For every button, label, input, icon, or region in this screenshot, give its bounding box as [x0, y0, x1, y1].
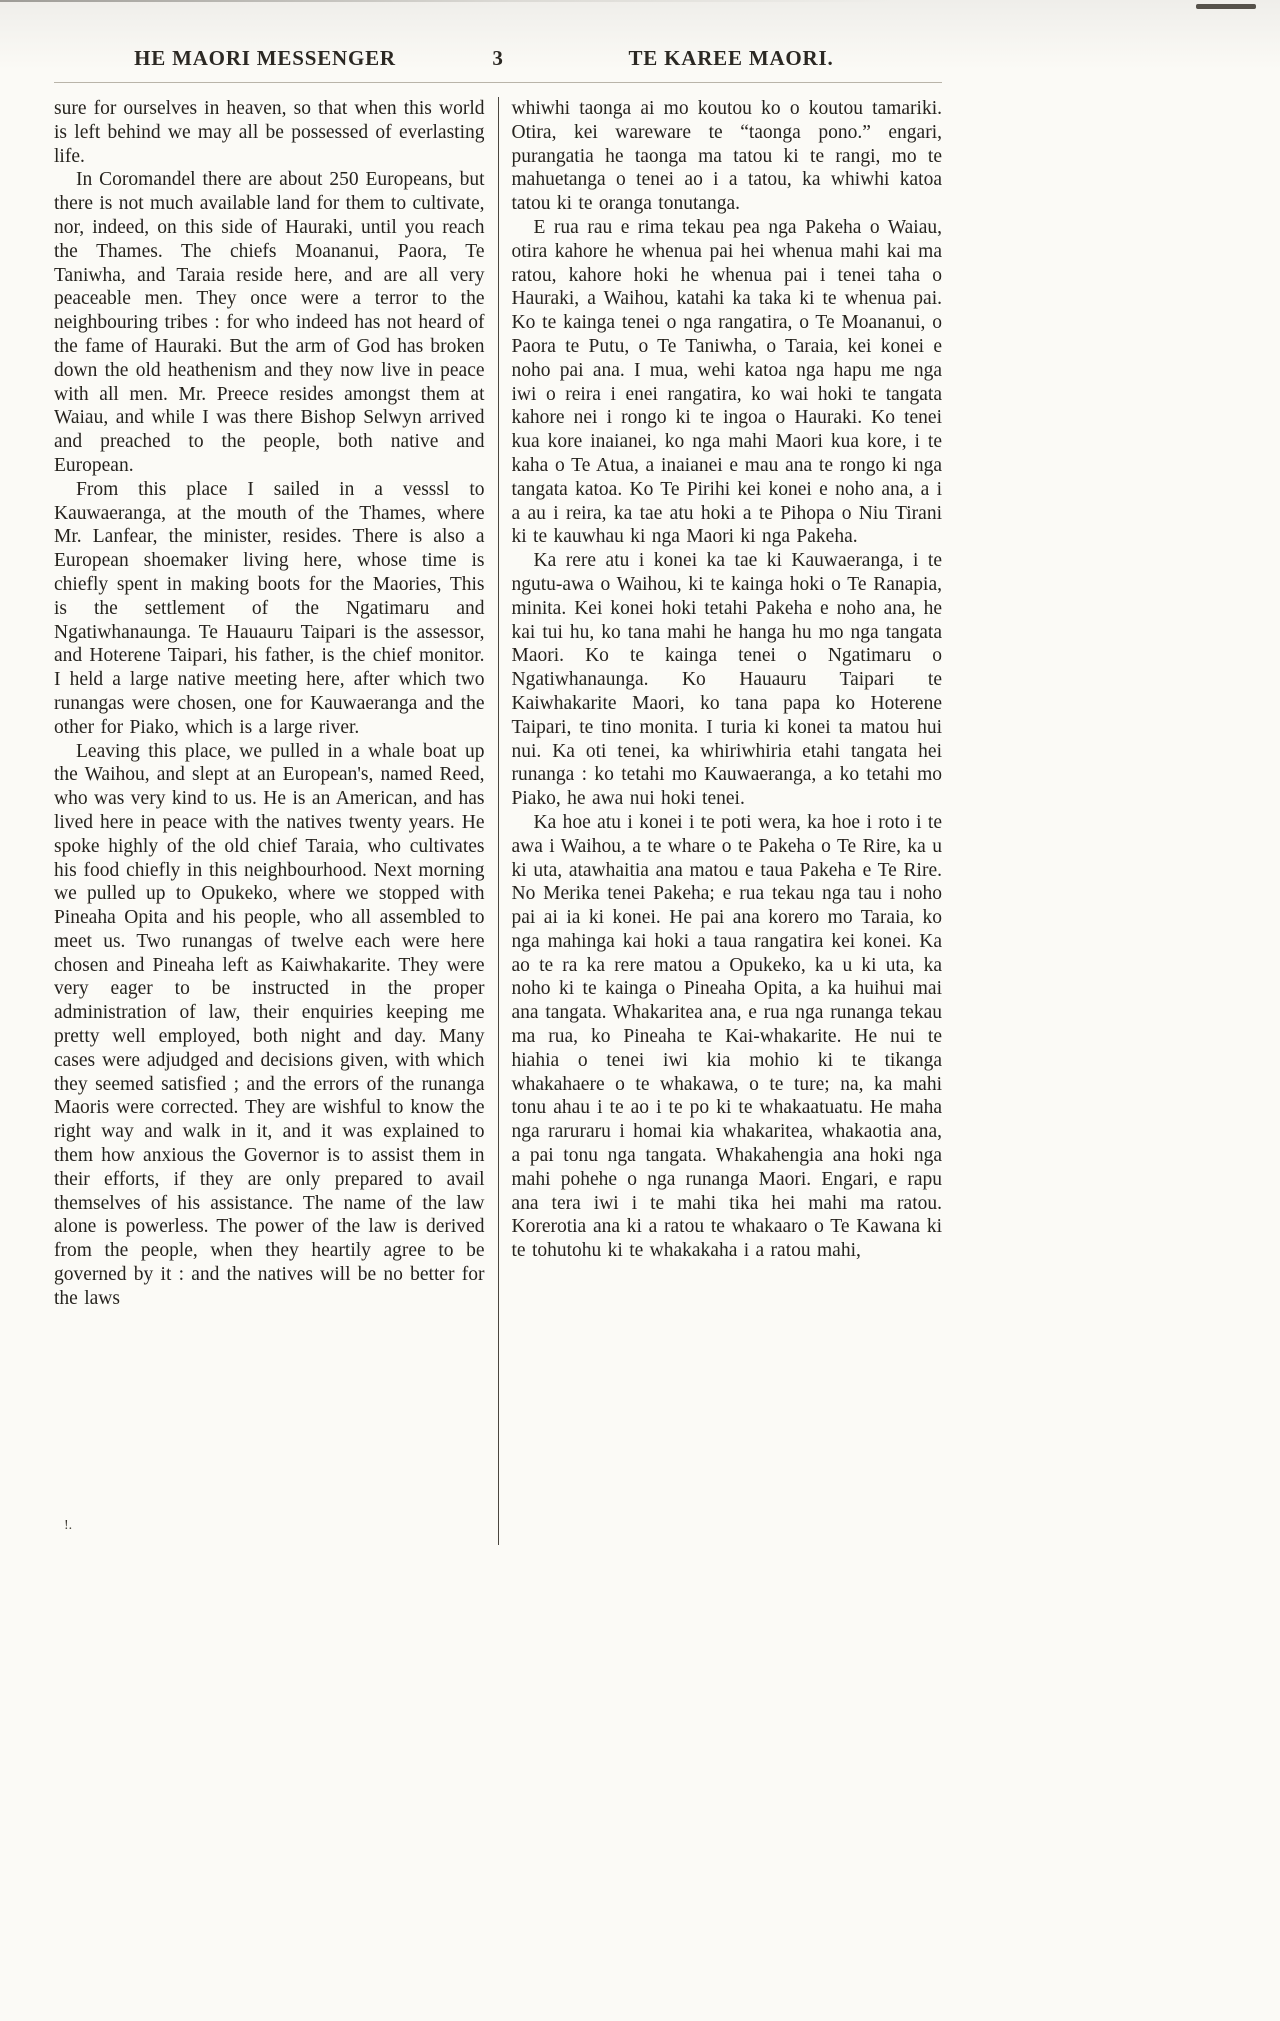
header-rule — [54, 82, 942, 83]
page-content — [54, 46, 942, 1545]
paragraph: Leaving this place, we pulled in a whale boat up the Waihou, and slept at an European's, named Reed, who was very kind to us. He is an American, and has lived here in peace with the natives twenty years. He spoke highly of the old chief Taraia, who cultivates his food chiefly in this neighbourhood. Next morning we pulled up to Opukeko, where we stopped with Pineaha Opita and his people, who all assembled to meet us. Two runangas of twelve each were here chosen and Pineaha left as Kaiwhakarite. They were very eager to be instructed in the proper administration of law, their enquiries keeping me pretty well employed, both night and day. Many cases were adjudged and decisions given, with which they seemed satisfied ; and the errors of the runanga Maoris were corrected. They are wishful to know the right way and walk in it, and it was explained to them how anxious the Governor is to assist them in their efforts, if they are only prepared to avail themselves of his assistance. The name of the law alone is powerless. The power of the law is derived from the people, when they heartily agree to be governed by it : and the natives will be no better for the laws — [54, 740, 485, 1309]
paragraph: E rua rau e rima tekau pea nga Pakeha o Waiau, otira kahore he whenua pai hei whenua mahi kai ma ratou, kahore hoki he whenua pai i tenei taha o Hauraki, a Waihou, katahi ka taka ki te whenua pai. Ko te kainga tenei o nga rangatira, o Te Moananui, o Paora te Putu, o Te Taniwha, o Taraia, kei konei e noho pai ana. I mua, wehi katoa nga hapu me nga iwi o reira i enei rangatira, ko wai hoki te tangata kahore nei i rongo ki te ingoa o Hauraki. Ko tenei kua kore inaianei, ko nga mahi Maori kua kore, i te kaha o Te Atua, a inaianei e mau ana te rongo ki nga tangata katoa. Ko Te Pirihi kei konei e noho ana, a i a au i reira, ka tae atu hoki a te Pihopa o Niu Tirani ki te kauwhau ki nga Maori ki nga Pakeha. — [511, 216, 942, 548]
paragraph: Ka hoe atu i konei i te poti wera, ka hoe i roto i te awa i Waihou, a te whare o te Pakeha o Te Rire, ka u ki uta, atawhaitia ana matou e taua Pakeha e Te Rire. No Merika tenei Pakeha; e rua tekau nga tau i noho pai ai ia ki konei. He pai ana korero mo Taraia, ko nga mahinga kai hoki a taua rangatira kei konei. Ka ao te ra ka rere matou a Opukeko, ka u ki uta, ka noho ki te kainga o Pineaha Opita, a ka huihui mai ana tangata. Whakaritea ana, e rua nga runanga tekau ma rua, ko Pineaha te Kai-whakarite. He nui te hiahia o tenei iwi kia mohio ki te tikanga whakahaere o te whakawa, o te ture; na, ka mahi tonu ahau i te ao i te po ki te whakaatuatu. He maha nga raruraru i homai kia whakaritea, whakaotia ana, a pai tonu nga tangata. Whakahengia ana hoki nga mahi pohehe o nga runanga Maori. Engari, e rapu ana tera iwi i te mahi tika hei mahi ma ratou. Korerotia ana ki a ratou te whakaaro o Te Kawana ki te tohutohu ki te whakakaha i a ratou mahi, — [511, 811, 942, 1262]
column-english — [54, 97, 498, 1545]
column-maori — [499, 97, 943, 1545]
scan-artifact-mark — [1196, 4, 1256, 9]
masthead-left-title: HE MAORI MESSENGER — [134, 46, 396, 70]
masthead-right-title: TE KAREE MAORI. — [628, 46, 834, 70]
paragraph-continuation: sure for ourselves in heaven, so that when this world is left behind we may all be possessed of everlasting life. — [54, 98, 485, 167]
scan-edge-shadow — [0, 0, 1280, 2]
paragraph-continuation: whiwhi taonga ai mo koutou ko o koutou tamariki. Otira, kei wareware te “taonga pono.” engari, purangatia he taonga ma tatou ki te rangi, mo te mahuetanga o tenei ao i a tatou, ka whiwhi katoa tatou ki te oranga tonutanga. — [511, 98, 942, 215]
masthead — [54, 46, 942, 71]
paragraph: In Coromandel there are about 250 Europeans, but there is not much available land for them to cultivate, nor, indeed, on this side of Hauraki, until you reach the Thames. The chiefs Moananui, Paora, Te Taniwha, and Taraia reside here, and are all very peaceable men. They once were a terror to the neighbouring tribes : for who indeed has not heard of the fame of Hauraki. But the arm of God has broken down the old heathenism and they now live in peace with all men. Mr. Preece resides amongst them at Waiau, and while I was there Bishop Selwyn arrived and preached to the people, both native and European. — [54, 169, 485, 476]
paragraph: From this place I sailed in a vesssl to Kauwaeranga, at the mouth of the Thames, where Mr. Lanfear, the minister, resides. There is also a European shoemaker living here, whose time is chiefly spent in making boots for the Maories, This is the settlement of the Ngatimaru and Ngatiwhanaunga. Te Hauauru Taipari is the assessor, and Hoterene Taipari, his father, is the chief monitor. I held a large native meeting here, after which two runangas were chosen, one for Kauwaeranga and the other for Piako, which is a large river. — [54, 478, 485, 738]
two-column-text-body — [54, 97, 942, 1545]
page-number: 3 — [492, 46, 504, 70]
scan-artifact-footmark: !. — [64, 1518, 73, 1533]
paragraph: Ka rere atu i konei ka tae ki Kauwaeranga, i te ngutu-awa o Waihou, ki te kainga hoki o Te Ranapia, minita. Kei konei hoki tetahi Pakeha e noho ana, he kai tui hu, ko tana mahi he hanga hu mo nga tangata Maori. Ko te kainga tenei o Ngatimaru o Ngatiwhanaunga. Ko Hauauru Taipari te Kaiwhakarite Maori, ko tana papa ko Hoterene Taipari, te tino monita. I turia ki konei ta matou hui nui. Ka oti tenei, ka whiriwhiria etahi tangata hei runanga : ko tetahi mo Kauwaeranga, a ko tetahi mo Piako, he awa nui hoki tenei. — [511, 550, 942, 810]
